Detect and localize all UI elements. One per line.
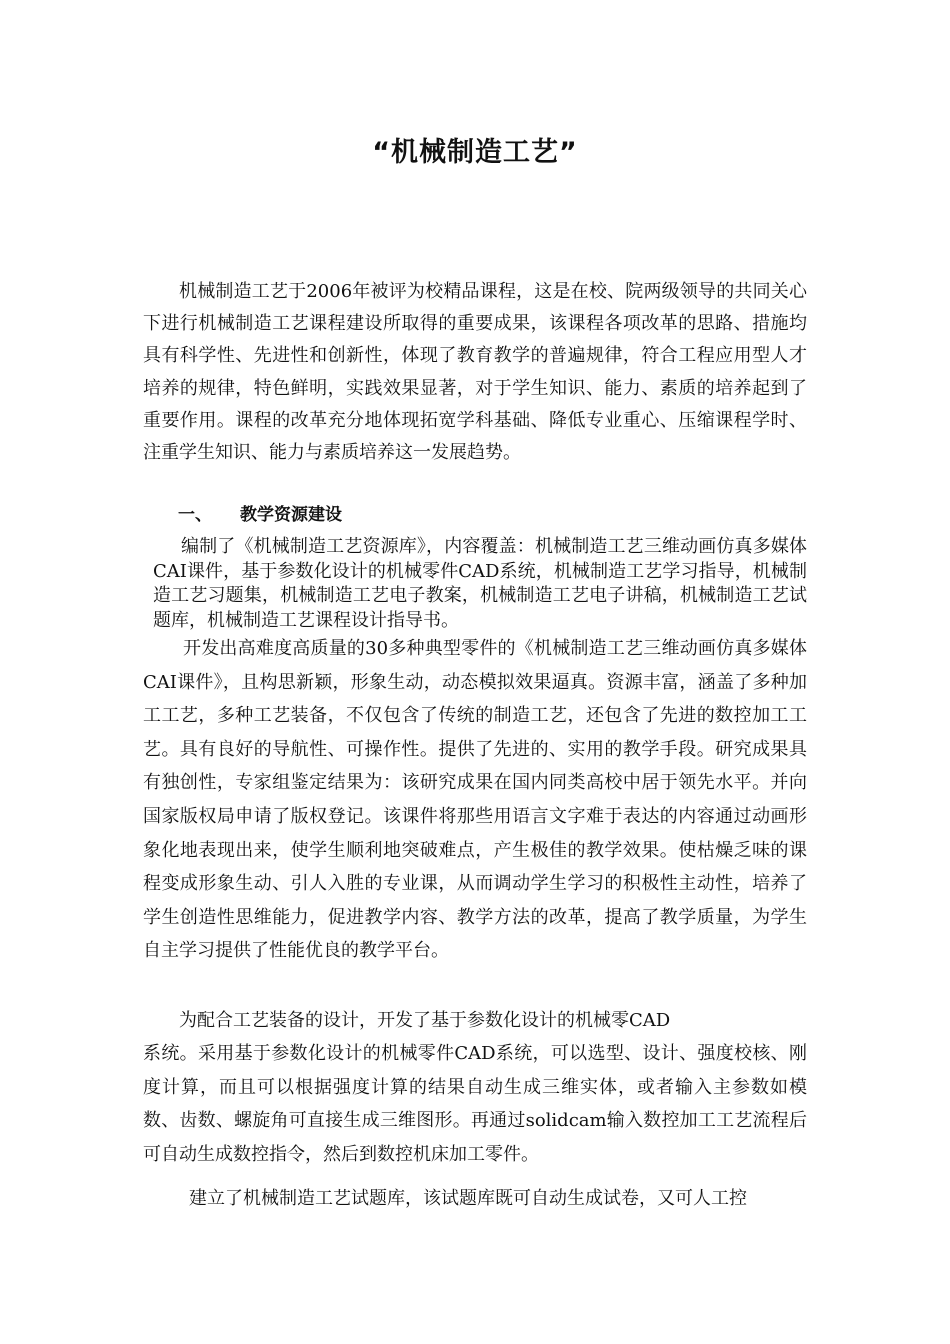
cad-paragraph — [143, 1004, 807, 1171]
cai-paragraph — [143, 632, 807, 968]
resources-paragraph — [153, 535, 807, 633]
section-number: 一、 — [178, 505, 212, 525]
cad-paragraph-first-line: 为配合工艺装备的设计，开发了基于参数化设计的机械零CAD — [179, 1010, 671, 1031]
resources-paragraph-text: 编制了《机械制造工艺资源库》，内容覆盖：机械制造工艺三维动画仿真多媒体CAI课件，基于参数化设计的机械零件CAD系统，机械制造工艺学习指导，机械制造工艺习题集，机械制造工艺电子教案，机械制造工艺电子讲稿，机械制造工艺试题库，机械制造工艺课程设计指导书。 — [153, 536, 807, 631]
intro-paragraph — [143, 276, 807, 469]
intro-paragraph-text: 机械制造工艺于2006年被评为校精品课程，这是在校、院两级领导的共同关心下进行机械制造工艺课程建设所取得的重要成果，该课程各项改革的思路、措施均具有科学性、先进性和创新性，体现了教育教学的普遍规律，符合工程应用型人才培养的规律，特色鲜明，实践效果显著，对于学生知识、能力、素质的培养起到了重要作用。课程的改革充分地体现拓宽学科基础、降低专业重心、压缩课程学时、注重学生知识、能力与素质培养这一发展趋势。 — [143, 281, 807, 464]
testbank-paragraph — [143, 1182, 807, 1215]
section-heading — [178, 500, 342, 525]
document-title: “机械制造工艺” — [372, 137, 578, 168]
section-title: 教学资源建设 — [240, 505, 342, 525]
testbank-paragraph-text: 建立了机械制造工艺试题库，该试题库既可自动生成试卷，又可人工控 — [189, 1188, 747, 1209]
cad-paragraph-text: 系统。采用基于参数化设计的机械零件CAD系统，可以选型、设计、强度校核、刚度计算，而且可以根据强度计算的结果自动生成三维实体，或者输入主参数如模数、齿数、螺旋角可直接生成三维图形。再通过solidcam输入数控加工工艺流程后可自动生成数控指令，然后到数控机床加工零件。 — [143, 1043, 807, 1165]
cai-paragraph-text: 开发出高难度高质量的30多种典型零件的《机械制造工艺三维动画仿真多媒体CAI课件》，且构思新颖，形象生动，动态模拟效果逼真。资源丰富，涵盖了多种加工工艺，多种工艺装备，不仅包含了传统的制造工艺，还包含了先进的数控加工工艺。具有良好的导航性、可操作性。提供了先进的、实用的教学手段。研究成果具有独创性，专家组鉴定结果为：该研究成果在国内同类高校中居于领先水平。并向国家版权局申请了版权登记。该课件将那些用语言文字难于表达的内容通过动画形象化地表现出来，使学生顺利地突破难点，产生极佳的教学效果。使枯燥乏味的课程变成形象生动、引人入胜的专业课，从而调动学生学习的积极性主动性，培养了学生创造性思维能力，促进教学内容、教学方法的改革，提高了教学质量，为学生自主学习提供了性能优良的教学平台。 — [143, 638, 807, 962]
